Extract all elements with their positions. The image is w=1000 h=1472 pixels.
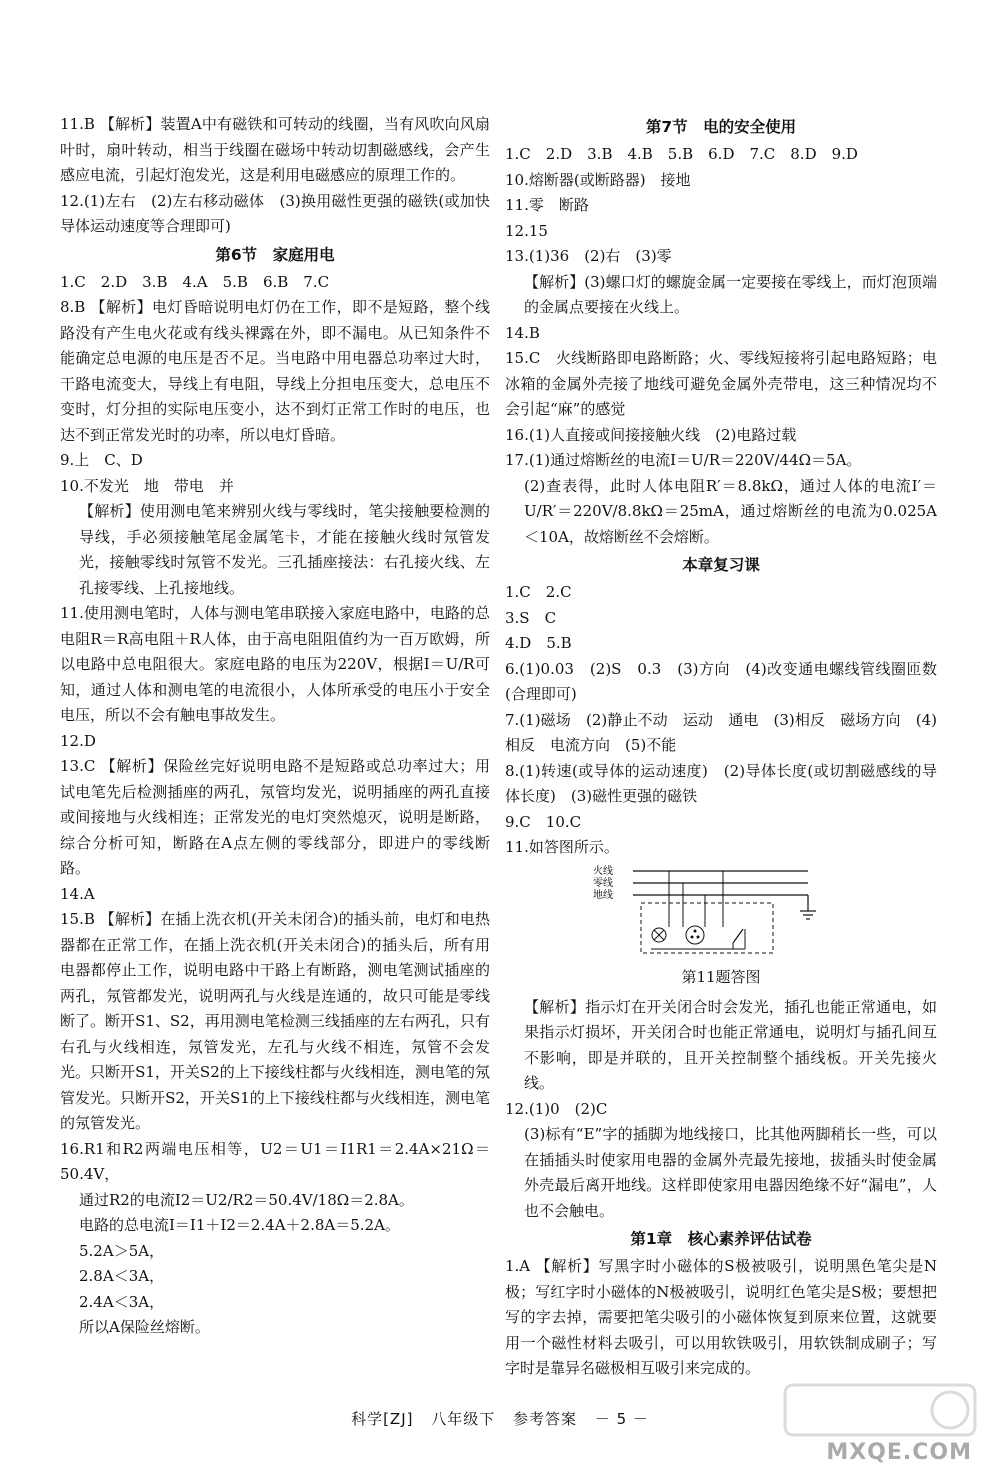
answer-item: 1.C 2.D 3.B 4.B 5.B 6.D 7.C 8.D 9.D — [505, 145, 858, 163]
answer-item: (3)标有“E”字的插脚为地线接口，比其他两脚稍长一些，可以在插插头时使家用电器的金属外壳最先接地，拔插头时使金属外壳最后离开地线。这样即使家用电器因绝缘不好“漏电”，人也不会触电。 — [524, 1125, 937, 1220]
answer-item: 1.C 2.D 3.B 4.A 5.B 6.B 7.C — [60, 272, 330, 291]
answer-item: 9.上 C、D — [60, 451, 143, 469]
answer-item: 5.2A＞5A， — [79, 1241, 165, 1260]
answer-item: 10.不发光 地 带电 并 — [60, 476, 234, 495]
answer-item: 12.D — [60, 731, 96, 750]
answer-item: 电路的总电流I＝I1＋I2＝2.4A＋2.8A＝5.2A。 — [79, 1216, 400, 1234]
fig-label-live: 火线 — [593, 865, 613, 877]
answer-item: 15.B 【解析】在插上洗衣机(开关未闭合)的插头前，电灯和电热器都在正常工作，在插上洗衣机(开关未闭合)的插头后，所有用电器都停止工作，说明电路中干路上有断路，测电笔测试插座的两孔，氖管都发光，说明两孔与火线是连通的，故只可能是零线断了。断开S1、S2，再用测电笔检测三线插座的左右两孔，只有右孔与火线相连，氖管发光，左孔与火线不相连，氖管不会发光。只断开S1，开关S2的上下接线柱都与火线相连，测电笔的氖管发光。只断开S2，开关S1的上下接线柱都与火线相连，测电笔的氖管发光。 — [60, 910, 490, 1132]
answer-item: 3.S C — [505, 608, 557, 627]
answer-item: (2)查表得，此时人体电阻R′＝8.8kΩ，通过人体的电流I′＝U/R′＝220V/8.8kΩ＝25mA，通过熔断丝的电流为0.025A＜10A，故熔断丝不会熔断。 — [524, 476, 937, 546]
answer-item: 通过R2的电流I2＝U2/R2＝50.4V/18Ω＝2.8A。 — [79, 1190, 414, 1209]
answer-item: 9.C 10.C — [505, 812, 582, 831]
right-column — [505, 112, 937, 1382]
answer-item: 1.C 2.C — [505, 583, 572, 601]
footer-subject: 科学[ZJ] — [351, 1410, 414, 1428]
answer-item: 13.C 【解析】保险丝完好说明电路不是短路或总功率过大；用试电笔先后检测插座的两孔，氖管均发光，说明插座的两孔直接或间接地与火线相连；正常发光的电灯突然熄灭，说明是断路，综合分析可知，断路在A点左侧的零线部分，即进户的零线断路。 — [60, 757, 490, 877]
answer-item: 11.如答图所示。 — [505, 838, 619, 856]
answer-item: 4.D 5.B — [505, 634, 572, 652]
section-heading: 第1章 核心素养评估试卷 — [630, 1230, 812, 1248]
answer-item: 1.A 【解析】写黑字时小磁体的S极被吸引，说明黑色笔尖是N极；写红字时小磁体的N极被吸引，说明红色笔尖是S极；要想把写的字去掉，需要把笔尖吸引的小磁体恢复到原来位置，这就要用一个磁性材料去吸引，可以用软铁吸引，用软铁制成刷子；写字时是靠异名磁极相互吸引来完成的。 — [505, 1257, 937, 1377]
answer-item: 11.B 【解析】装置A中有磁铁和可转动的线圈，当有风吹向风扇叶时，扇叶转动，相当于线圈在磁场中转动切割磁感线，会产生感应电流，引起灯泡发光，这是利用电磁感应的原理工作的。 — [60, 115, 490, 184]
answer-item: 10.熔断器(或断路器) 接地 — [505, 170, 691, 189]
figure-caption: 第11题答图 — [681, 968, 761, 986]
answer-item: 12.(1)0 (2)C — [505, 1099, 608, 1118]
answer-item: 13.(1)36 (2)右 (3)零 — [505, 247, 672, 265]
answer-item: 8.(1)转速(或导体的运动速度) (2)导体长度(或切割磁感线的导体长度) (3)磁性更强的磁铁 — [505, 761, 937, 805]
section-heading: 第6节 家庭用电 — [215, 245, 335, 264]
fig-label-ground: 地线 — [593, 889, 613, 901]
answer-item: 17.(1)通过熔断丝的电流I＝U/R＝220V/44Ω＝5A。 — [505, 451, 862, 469]
footer-page-number: － 5 － — [594, 1410, 649, 1428]
answer-item: 6.(1)0.03 (2)S 0.3 (3)方向 (4)改变通电螺线管线圈匝数(合理即可) — [505, 659, 937, 703]
fig-label-neutral: 零线 — [593, 877, 613, 889]
footer-title: 参考答案 — [513, 1410, 578, 1428]
answer-item: 12.15 — [505, 221, 548, 240]
answer-item: 【解析】使用测电笔来辨别火线与零线时，笔尖接触要检测的导线，手必须接触笔尾金属笔卡，才能在接触火线时氖管发光，接触零线时氖管不发光。三孔插座接法：右孔接火线、左孔接零线、上孔接地线。 — [79, 502, 490, 597]
section-heading: 第7节 电的安全使用 — [645, 118, 797, 136]
switch-icon — [733, 929, 743, 943]
answer-item: 15.C 火线断路即电路断路；火、零线短接将引起电路短路；电冰箱的金属外壳接了地线可避免金属外壳带电，这三种情况均不会引起“麻”的感觉 — [505, 349, 937, 418]
answer-item: 所以A保险丝熔断。 — [79, 1318, 210, 1336]
footer-grade: 八年级下 — [431, 1410, 496, 1428]
left-column — [60, 112, 490, 1341]
answer-item: 8.B 【解析】电灯昏暗说明电灯仍在工作，即不是短路，整个线路没有产生电火花或有线头裸露在外，即不漏电。从已知条件不能确定总电源的电压是否不足。当电路中用电器总功率过大时，干路电流变大，导线上有电阻，导线上分担电压变大，总电压不变时，灯分担的实际电压变小，达不到灯正常工作时的电压，也达不到正常发光时的功率，所以电灯昏暗。 — [60, 298, 490, 444]
answer-item: 12.(1)左右 (2)左右移动磁体 (3)换用磁性更强的磁铁(或加快导体运动速度等合理即可) — [60, 191, 490, 235]
answer-item: 14.B — [505, 323, 540, 342]
answer-item: 2.4A＜3A， — [79, 1292, 165, 1311]
circuit-diagram — [593, 865, 833, 957]
section-heading: 本章复习课 — [682, 556, 760, 574]
answer-item: 【解析】(3)螺口灯的螺旋金属一定要接在零线上，而灯泡顶端的金属点要接在火线上。 — [524, 272, 937, 316]
answer-item: 14.A — [60, 884, 95, 903]
answer-item: 16.(1)人直接或间接接触火线 (2)电路过载 — [505, 425, 797, 444]
answer-item: 16.R1和R2两端电压相等，U2＝U1＝I1R1＝2.4A×21Ω＝50.4V， — [60, 1139, 490, 1183]
answer-item: 【解析】指示灯在开关闭合时会发光，插孔也能正常通电，如果指示灯损坏，开关闭合时也能正常通电，说明灯与插孔间互不影响，即是并联的，且开关控制整个插线板。开关先接火线。 — [524, 997, 937, 1092]
answer-item: 11.零 断路 — [505, 196, 589, 214]
socket-icon — [686, 926, 704, 944]
answer-item: 11.使用测电笔时，人体与测电笔串联接入家庭电路中，电路的总电阻R＝R高电阻＋R人体，由于高电阻阻值约为一百万欧姆，所以电路中总电阻很大。家庭电路的电压为220V，根据I＝U/R可知，通过人体和测电笔的电流很小，人体所承受的电压小于安全电压，所以不会有触电事故发生。 — [60, 604, 490, 724]
answer-item: 7.(1)磁场 (2)静止不动 运动 通电 (3)相反 磁场方向 (4)相反 电流方向 (5)不能 — [505, 710, 937, 754]
watermark-text: MXQE.COM — [826, 1440, 972, 1465]
answer-item: 2.8A＜3A， — [79, 1267, 165, 1285]
